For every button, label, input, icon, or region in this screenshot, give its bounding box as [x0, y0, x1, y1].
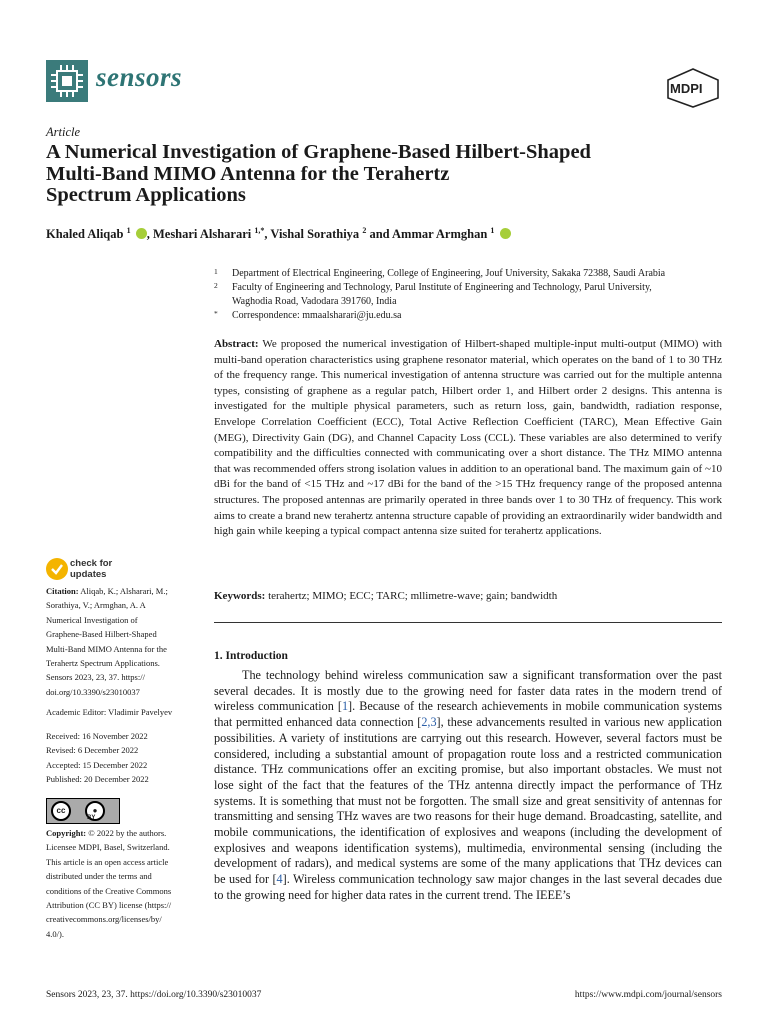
author-joiner: and [366, 227, 393, 242]
by-icon: ● [85, 801, 105, 821]
copyright-line: Licensee MDPI, Basel, Switzerland. [46, 842, 170, 853]
intro-text: The technology behind wireless communication saw a significant transformation over the past several decades. It is mostly due to the growing need for faster data rates in the modern trend of wireless communication [ [214, 668, 722, 714]
author-sup: 1 [490, 226, 495, 235]
citation-line: Sorathiya, V.; Armghan, A. A [46, 600, 146, 611]
title-line: Spectrum Applications [46, 184, 246, 206]
section-heading: 1. Introduction [214, 650, 288, 662]
cc-icon: cc [51, 801, 71, 821]
footer-citation[interactable]: Sensors 2023, 23, 37. https://doi.org/10.3390/s23010037 [46, 990, 262, 1000]
intro-text: ]. Because of the research achievements in mobile communication systems that permitted enhanced data connection [ [214, 699, 722, 730]
keywords [214, 590, 722, 602]
intro-paragraph [214, 668, 722, 904]
author-sup: 2 [362, 226, 367, 235]
author-name: Vishal Sorathiya [270, 227, 360, 242]
copyright-line: conditions of the Creative Commons [46, 885, 172, 896]
affiliation-text: Waghodia Road, Vadodara 391760, India [232, 296, 397, 307]
cc-by-license-icon[interactable] [46, 798, 120, 824]
article-title [46, 142, 736, 207]
check-line: check for [70, 558, 113, 569]
date-line: Received: 16 November 2022 [46, 731, 148, 741]
copyright-line: 4.0/). [46, 928, 64, 939]
date-line: Revised: 6 December 2022 [46, 745, 139, 756]
title-line: A Numerical Investigation of Graphene-Based Hilbert-Shaped [46, 141, 591, 163]
copyright-line: This article is an open access article [46, 856, 169, 867]
divider [214, 622, 722, 623]
footer-journal-url[interactable]: https://www.mdpi.com/journal/sensors [574, 990, 722, 1000]
citation-line: Multi-Band MIMO Antenna for the [46, 643, 167, 654]
journal-name: sensors [96, 62, 183, 92]
publisher-name: MDPI [670, 81, 703, 96]
citation-link[interactable]: 2,3 [421, 715, 437, 730]
author-name: Khaled Aliqab [46, 227, 124, 242]
orcid-icon[interactable] [500, 228, 511, 239]
date-line: Accepted: 15 December 2022 [46, 759, 148, 770]
academic-editor: Academic Editor: Vladimir Pavelyev [46, 707, 173, 717]
citation-line: Terahertz Spectrum Applications. [46, 658, 160, 669]
abstract-text: We proposed the numerical investigation of Hilbert-shaped multiple-input multi-output (MIMO) with multi-band operation characteristics using graphene resonator material, which operates on the band of 1 to 30 THz of the frequency range. This numerical investigation of antenna structure was carried out for the multiple antenna types, consisting of graphene as a regular patch, Hilbert order 1, and Hilbert order 2 designs. This antenna is investigated for the multiple physical parameters, such as return loss, gain, bandwidth, radiation response, Envelope Correlation Coefficient (ECC), Total Active Reflection Coefficient (TARC), Mean Effective Gain (MEG), Directivity Gain (DG), and Channel Capacity Loss (CCL). These variables are also determined to verify compatibility and the difficulties connected with communicating over a short distance. The THz MIMO antenna that was recommended offers strong isolation values in addition to an operational band. The maximum gain of ~10 dBi for the band of <15 THz and ~17 dBi for the band of the >15 THz frequency range of the proposed antenna structures. The proposed antennas are primarily operated in three bands over 1 to 30 THz of frequency. This work aims to create a brand new terahertz antenna structure capable of providing an extraordinarily wider bandwidth and high gain while keeping a typical compact antenna size suited for terahertz applications. [214, 338, 722, 538]
check-for-updates-icon[interactable] [46, 558, 68, 580]
intro-text: ], these advancements resulted in various new application possibilities. A variety of institutions are carrying out this research. However, several factors must be considered, including a substantial amount of propagation route loss and a restricted communication distance. THz communications offer an exciting promise, but also important obstacles. We must not lose sight of the fact that the features of the THz antenna directly impact the performance of THz systems. It is something that must not be forgotten. The small size and great sensitivity of antennas for transmitting and sensing THz waves are two reasons for their huge demand. Broadcasting, satellite, and mobile communications, the identification of explosives and weapons (including the development of explosives and weapons identification systems), multimedia, environmental sensing (including the development of radars), and medical systems are some of the many applications that THz devices can be used for [ [214, 715, 722, 887]
abstract [214, 337, 722, 540]
affiliation-text: Faculty of Engineering and Technology, Parul Institute of Engineering and Technology, Parul University, [232, 282, 652, 293]
author-name: Ammar Armghan [392, 227, 488, 242]
citation-label: Citation: [46, 586, 79, 596]
copyright-line: Attribution (CC BY) license (https:// [46, 900, 172, 911]
author-sup: 1 [126, 226, 131, 235]
orcid-icon[interactable] [136, 228, 147, 239]
citation-line: Numerical Investigation of [46, 614, 138, 625]
date-line: Published: 20 December 2022 [46, 774, 149, 785]
by-label: BY [87, 815, 96, 821]
abstract-label: Abstract: [214, 338, 259, 350]
author-list [46, 226, 511, 242]
author-sup: 1,* [254, 226, 265, 235]
copyright-line[interactable]: creativecommons.org/licenses/by/ [46, 914, 162, 925]
copyright-line: © 2022 by the authors. [88, 828, 167, 838]
citation-line: Graphene-Based Hilbert-Shaped [46, 629, 157, 640]
citation-link[interactable]: 4 [276, 872, 283, 887]
journal-logo [46, 60, 88, 102]
check-line: updates [70, 569, 107, 580]
citation-block [46, 584, 196, 699]
author-joiner: , [146, 227, 153, 242]
dates-block [46, 729, 196, 787]
check-for-updates[interactable] [70, 558, 112, 580]
citation-link[interactable]: 1 [341, 699, 349, 714]
author-name: Meshari Alsharari [152, 227, 252, 242]
citation-doi[interactable]: doi.org/10.3390/s23010037 [46, 686, 140, 697]
intro-text: ]. Wireless communication technology saw major changes in the last several decades due to the growing need for higher data rates in the current trend. The IEEE’s [214, 872, 722, 902]
chip-icon [46, 60, 88, 102]
copyright-line: distributed under the terms and [46, 871, 152, 882]
keywords-text: terahertz; MIMO; ECC; TARC; mllimetre-wave; gain; bandwidth [268, 590, 558, 602]
copyright-label: Copyright: [46, 828, 87, 838]
affiliation-number: 1 [214, 267, 218, 276]
affiliation-text: Department of Electrical Engineering, College of Engineering, Jouf University, Sakaka 72388, Saudi Arabia [232, 268, 666, 279]
article-type: Article [46, 125, 81, 139]
correspondence-email[interactable]: Correspondence: mmaalsharari@ju.edu.sa [232, 310, 402, 321]
title-line: Multi-Band MIMO Antenna for the Terahertz [46, 162, 450, 185]
citation-line: Aliqab, K.; Alsharari, M.; [80, 586, 168, 596]
affiliation-number: 2 [214, 281, 218, 290]
citation-line: Sensors 2023, 23, 37. https:// [46, 672, 145, 683]
author-joiner: , [264, 227, 271, 242]
keywords-label: Keywords: [214, 590, 266, 602]
affiliation-number: * [214, 309, 218, 318]
copyright-block [46, 826, 196, 941]
